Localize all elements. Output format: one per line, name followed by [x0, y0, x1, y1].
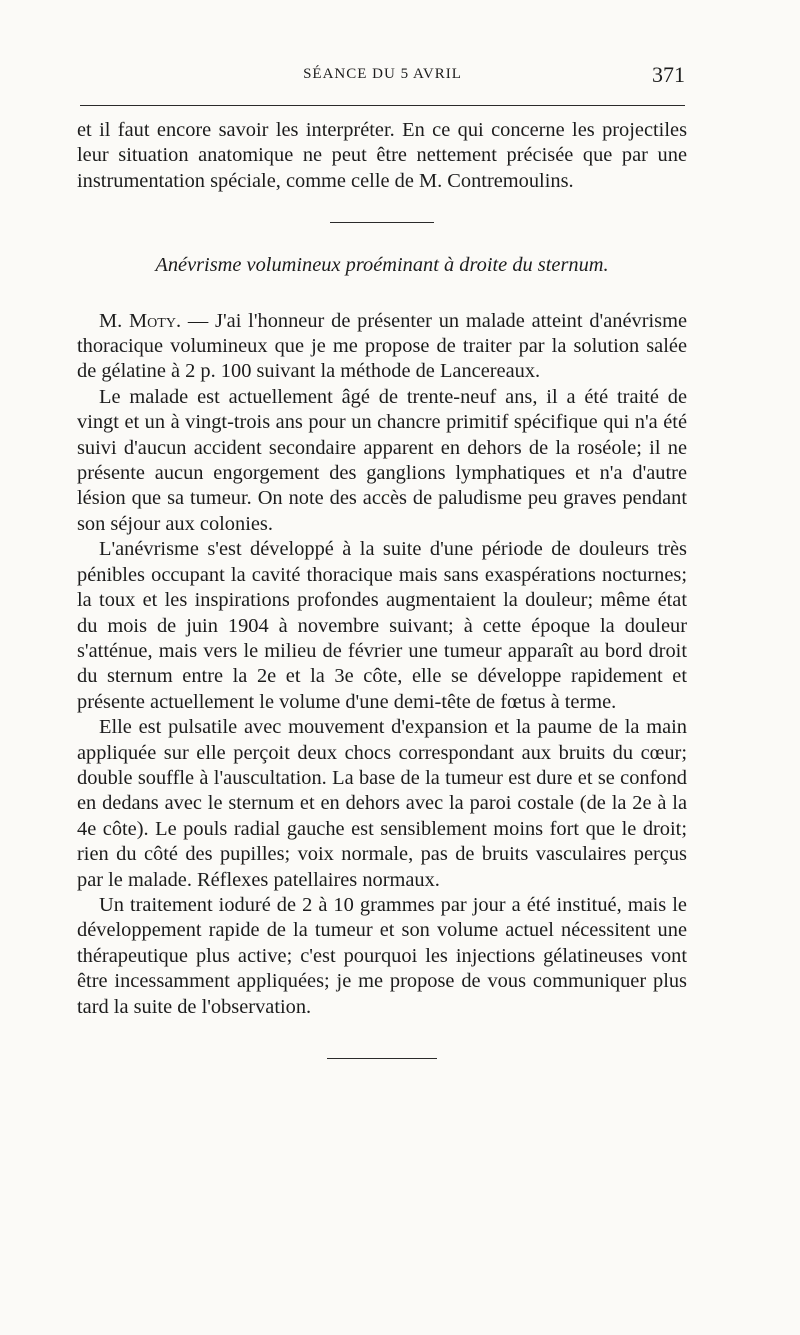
running-title: SÉANCE DU 5 AVRIL [303, 66, 462, 82]
speaker-name: Moty [129, 309, 176, 332]
section-separator [330, 222, 434, 223]
paragraph-examination: Elle est pulsatile avec mouvement d'expansion et la paume de la main appliquée sur elle perçoit deux chocs correspondant aux bruits du cœur; double souffle à l'auscultation. La base de la tumeur est dure et se confond en dedans avec le sternum et en dehors avec la paroi costale (de la 2e à la 4e côte). Le pouls radial gauche est sensiblement moins fort que le droit; rien du côté des pupilles; voix normale, pas de bruits vasculaires perçus par le malade. Réflexes patellaires normaux. [77, 716, 687, 891]
section-title: Anévrisme volumineux proéminant à droite du sternum. [155, 254, 609, 277]
article-body [77, 118, 687, 1059]
paragraph-history: Le malade est actuellement âgé de trente-neuf ans, il a été traité de vingt et un à vingt-trois ans pour un chancre primitif spécifique qui n'a été suivi d'aucun accident secondaire apparent en dehors de la roséole; il ne présente aucun engorgement des ganglions lymphatiques et n'a d'autre lésion que sa tumeur. On note des accès de paludisme peu graves pendant son séjour aux colonies. [77, 385, 687, 535]
end-separator [327, 1058, 437, 1059]
paragraph-treatment: Un traitement ioduré de 2 à 10 grammes par jour a été institué, mais le développement rapide de la tumeur et son volume actuel nécessitent une thérapeutique plus active; c'est pourquoi les injections gélatineuses vont être incessamment appliquées; je me propose de vous communiquer plus tard la suite de l'observation. [77, 893, 687, 1018]
speaker-prefix: M. [99, 309, 130, 332]
paragraph-continuation: et il faut encore savoir les interpréter. En ce qui concerne les projectiles leur situation anatomique ne peut être nettement précisée que par une instrumentation spéciale, comme celle de M. Contremoulins. [77, 119, 687, 192]
page-header [80, 62, 685, 96]
paragraph-intro [77, 309, 687, 385]
paragraph-development: L'anévrisme s'est développé à la suite d'une période de douleurs très pénibles occupant la cavité thoracique mais sans exaspérations nocturnes; la toux et les inspirations profondes augmentaient la douleur; même état du mois de juin 1904 à novembre suivant; à cette époque la douleur s'atténue, mais vers le milieu de février une tumeur apparaît au bord droit du sternum entre la 2e et la 3e côte, elle se développe rapidement et présente actuellement le volume d'une demi-tête de fœtus à terme. [77, 538, 687, 713]
header-rule [80, 105, 685, 106]
page-number: 371 [652, 62, 685, 87]
paragraph-intro-text: . — J'ai l'honneur de présenter un malade atteint d'anévrisme thoracique volumineux que je me propose de traiter par la solution salée de gélatine à 2 p. 100 suivant la méthode de Lancereaux. [77, 309, 688, 383]
